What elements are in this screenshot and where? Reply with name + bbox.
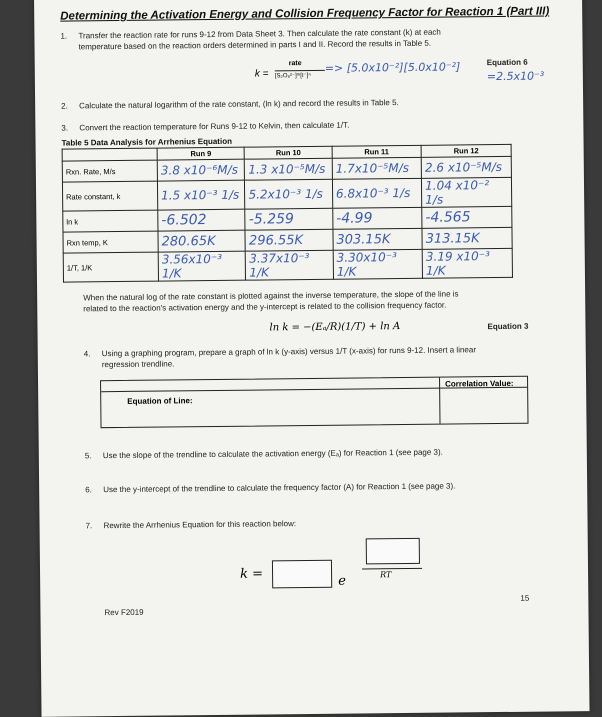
- exponent-denominator: RT: [380, 570, 392, 580]
- table-header-cell: Run 11: [332, 145, 421, 158]
- paragraph-line-1: When the natural log of the rate constant is plotted against the inverse temperature, the slope of the line is: [83, 289, 459, 303]
- table-cell: 1.3 x10⁻⁵M/s: [245, 158, 333, 180]
- step-4-line-2: regression trendline.: [101, 359, 175, 370]
- equation-6-lhs: k =: [254, 68, 269, 80]
- paragraph-line-2: related to the reaction's activation energy and the y-intercept is related to the collision frequency factor.: [83, 300, 447, 314]
- step-number: 5.: [84, 451, 92, 461]
- table-cell: 3.56x10⁻³ 1/K: [158, 251, 246, 281]
- pre-exponential-answer-box[interactable]: [272, 560, 332, 589]
- table-row: [63, 248, 512, 282]
- equation-of-line-label: Equation of Line:: [127, 396, 193, 406]
- table-header-cell: [62, 148, 157, 161]
- equation-3-label: Equation 3: [487, 321, 529, 332]
- table-cell: 3.30x10⁻³ 1/K: [333, 249, 423, 279]
- table-cell: -4.565: [422, 206, 512, 228]
- table-cell: 1.04 x10⁻² 1/s: [422, 177, 512, 207]
- explanation-paragraph: [83, 288, 459, 314]
- page-title: Determining the Activation Energy and Collision Frequency Factor for Reaction 1 (Part III): [60, 5, 550, 23]
- table-header-cell: Run 10: [245, 146, 333, 159]
- row-label: Rxn temp, K: [63, 231, 158, 253]
- step-1-line-2: temperature based on the reaction orders determined in parts I and II. Record the results in Table 5.: [78, 38, 432, 52]
- table-cell: 1.5 x10⁻³ 1/s: [157, 180, 245, 210]
- table-row: [62, 177, 511, 211]
- worksheet-page: [34, 0, 590, 717]
- step-5: [85, 447, 443, 462]
- trendline-results-table: [100, 376, 528, 428]
- revision-label: Rev F2019: [104, 607, 144, 618]
- step-number: 3.: [61, 123, 69, 133]
- table-header-cell: Run 9: [157, 147, 245, 160]
- table-cell: 280.65K: [158, 230, 246, 252]
- equation-6-label: Equation 6: [486, 57, 528, 68]
- step-6-text: Use the y-intercept of the trendline to calculate the frequency factor (A) for Reaction 1 (see page 3).: [103, 481, 456, 495]
- equation-6: [254, 60, 315, 80]
- page-number: 15: [520, 593, 530, 603]
- euler-e: e: [338, 573, 346, 589]
- table-cell: 303.15K: [333, 228, 422, 250]
- table-cell: -6.502: [158, 209, 246, 231]
- table-cell: 2.6 x10⁻⁵M/s: [421, 156, 511, 178]
- table-cell: 296.55K: [245, 229, 333, 251]
- step-number: 4.: [83, 349, 91, 359]
- step-2: [61, 97, 399, 112]
- table-cell: 313.15K: [422, 227, 512, 249]
- exponent-fraction-bar: [362, 568, 422, 570]
- equation-3: ln k = −(Eₐ/R)(1/T) + ln A: [269, 321, 401, 334]
- correlation-value-label: Correlation Value:: [445, 378, 514, 389]
- exponent-answer-box[interactable]: [366, 538, 420, 565]
- handwritten-result: =2.5x10⁻³: [486, 69, 545, 84]
- step-4-line-1: Using a graphing program, prepare a graph of ln k (y-axis) versus 1/T (x-axis) for runs 9-12. Insert a linear: [101, 345, 477, 359]
- row-label: Rxn. Rate, M/s: [62, 160, 157, 182]
- step-number: 6.: [85, 485, 92, 495]
- equation-6-numerator: rate: [288, 60, 302, 68]
- table-cell: 1.7x10⁻⁵M/s: [332, 157, 421, 179]
- table-cell: -4.99: [333, 207, 422, 229]
- step-7-text: Rewrite the Arrhenius Equation for this reaction below:: [103, 519, 297, 531]
- row-label: 1/T, 1/K: [63, 252, 158, 282]
- step-7: [85, 518, 296, 531]
- step-2-text: Calculate the natural logarithm of the rate constant, (ln k) and record the results in Table 5.: [79, 98, 399, 111]
- table-cell: 3.19 x10⁻³ 1/K: [422, 248, 512, 278]
- table-divider: [439, 378, 440, 424]
- step-1-line-1: Transfer the reaction rate for runs 9-12 from Data Sheet 3. Then calculate the rate constant (k) at each: [78, 27, 441, 41]
- table-header-cell: Run 12: [421, 144, 511, 157]
- step-number: 7.: [85, 521, 93, 531]
- step-number: 1.: [60, 31, 68, 41]
- table-5-caption: Table 5 Data Analysis for Arrhenius Equation: [61, 136, 232, 148]
- table-5: [62, 144, 513, 283]
- table-cell: 3.8 x10⁻⁶M/s: [157, 159, 245, 181]
- step-6: [85, 480, 455, 495]
- row-label: Rate constant, k: [62, 181, 157, 211]
- step-3: [61, 120, 349, 134]
- step-number: 2.: [61, 101, 68, 111]
- row-label: ln k: [63, 210, 158, 232]
- step-1: [60, 27, 441, 53]
- equation-6-denominator: [S₂O₈²⁻]ᵐ[I⁻]ⁿ: [274, 72, 311, 80]
- table-cell: -5.259: [245, 208, 333, 230]
- step-4: [84, 344, 476, 370]
- table-cell: 3.37x10⁻³ 1/K: [246, 250, 334, 280]
- step-5-text: Use the slope of the trendline to calculate the activation energy (Eₐ) for Reaction 1 (see page 3).: [102, 447, 443, 461]
- handwritten-substitution: => [5.0x10⁻²][5.0x10⁻²]: [324, 60, 461, 75]
- arrhenius-lhs: k =: [239, 566, 264, 582]
- table-cell: 6.8x10⁻³ 1/s: [332, 178, 422, 208]
- table-cell: 5.2x10⁻³ 1/s: [245, 179, 333, 209]
- step-3-text: Convert the reaction temperature for Runs 9-12 to Kelvin, then calculate 1/T.: [79, 120, 350, 133]
